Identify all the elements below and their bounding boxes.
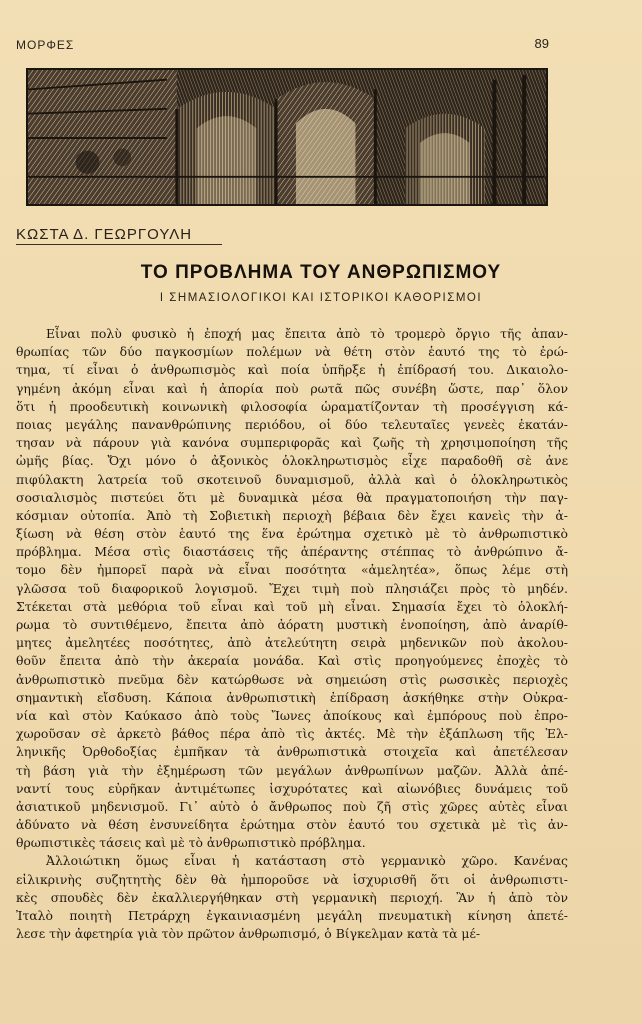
page-number: 89 xyxy=(534,36,549,51)
body-line: θρωπιστικὲς τάσεις καὶ μὲ τὸ ἀνθρωπιστικὸ πρόβλημα. xyxy=(16,835,366,851)
body-line: θοῦν ἔπειτα ἀπὸ τὴν ἀκεραία μονάδα. Καὶ στὶς προηγούμενες ἐποχὲς τὸ xyxy=(16,653,568,669)
body-line: ρωμα τὸ συντιθέμενο, ἔπειτα ἀπὸ ἀόρατη μυστικὴ ἑνοποίηση, ἀπὸ ἀναρίθ- xyxy=(16,617,568,632)
body-line: κὲς σπουδὲς δὲν ἐκαλλιεργήθηκαν στὴ γερμανικὴ περιοχή. Ἂν ἡ ἀπὸ τὸν xyxy=(16,889,568,905)
body-line: τομο δὲν ἠμπορεῖ παρὰ νὰ εἶναι ποσότητα «ἀμελητέα», ὅπως λέμε στὴ xyxy=(16,562,568,578)
body-line: ποιας μεγάλης πανανθρώπινης περιόδου, οἱ δύο τελευταῖες γενεὲς ἐκατάν- xyxy=(16,416,568,432)
body-line: ναντί τους εὐρῆκαν ἀντιμέτωπες ἰσχυρότατες καὶ αἰωνόβιες δυνάμεις τοῦ xyxy=(16,780,568,796)
body-line: ξίωση νὰ θέση στὸν ἑαυτό της ἕνα ἐρώτημα σχετικὸ μὲ τὸ ἀνθρωπιστικὸ xyxy=(16,526,568,542)
body-line: ἀσιατικοῦ μηδενισμοῦ. Γι᾿ αὐτὸ ὁ ἄνθρωπος ποὺ ζῆ στὶς χῶρες αὐτὲς εἶναι xyxy=(16,798,568,814)
body-line: κόσμιαν οὐτοπία. Ἀπὸ τὴ Σοβιετικὴ περιοχὴ βέβαια δὲν ἔχει κανεὶς τὴν ἀ- xyxy=(16,507,568,523)
body-line: ληνικῆς Ὀρθοδοξίας ἐμπῆκαν τὰ ἀνθρωπιστικὰ στοιχεῖα καὶ ἀπετέλεσαν xyxy=(16,744,568,760)
body-line: Ἰταλὸ ποιητὴ Πετράρχη ἐγκαινιασμένη μεγάλη πνευματικὴ κίνηση ἀπετέ- xyxy=(16,908,568,923)
body-line: τὴ βάση γιὰ τὴν ἐξημέρωση τῶν μεγάλων ἀνθρωπίνων μαζῶν. Ἀλλὰ ἀπέ- xyxy=(16,762,568,778)
body-line: τημα, τί εἶναι ὁ ἀνθρωπισμὸς καὶ ποία ὑπῆρξε ἡ ἐπίδρασή του. Δικαιολο- xyxy=(16,362,568,378)
body-line: γλῶσσα τοῦ διαφορικοῦ λογισμοῦ. Ἔχει τιμὴ ποὺ πλησιάζει πρὸς τὸ μηδέν. xyxy=(16,580,568,596)
article-subtitle: Ι ΣΗΜΑΣΙΟΛΟΓΙΚΟΙ ΚΑΙ ΙΣΤΟΡΙΚΟΙ ΚΑΘΟΡΙΣΜΟΙ xyxy=(159,292,483,304)
body-line: εἰλικρινὴς συζητητὴς δὲν θὰ ἠμποροῦσε νὰ ἰσχυρισθῆ ὅτι οἱ ἀνθρωπιστι- xyxy=(16,871,568,887)
body-line: Στέκεται στὰ μεθόρια τοῦ εἶναι καὶ τοῦ μὴ εἶναι. Σημασία ἔχει τὸ ὁλοκλή- xyxy=(16,598,568,614)
article-body xyxy=(16,325,568,943)
article-title: ΤΟ ΠΡΟΒΛΗΜΑ ΤΟΥ ΑΝΘΡΩΠΙΣΜΟΥ xyxy=(140,262,502,283)
header-illustration xyxy=(26,68,548,206)
body-line: Ἀλλοιώτικη ὅμως εἶναι ἡ κατάσταση στὸ γερμανικὸ χῶρο. Κανένας xyxy=(46,853,568,869)
body-line: ἀδύνατο νὰ θέση ἐνσυνείδητα ἐρώτημα στὸν ἑαυτό του σχετικὰ μὲ τὶς ἀν- xyxy=(16,817,568,833)
body-line: Εἶναι πολὺ φυσικὸ ἡ ἐποχή μας ἔπειτα ἀπὸ τὸ τρομερὸ ὄργιο τῆς ἀπαν- xyxy=(46,326,568,341)
body-line: τησαν νὰ πάρουν γιὰ κανόνα συμπεριφορᾶς καὶ ζωῆς τὴ χρησιμοποίηση τῆς xyxy=(16,435,568,451)
engraving-image xyxy=(28,70,546,204)
author-underline xyxy=(16,244,222,245)
body-line: νία καὶ στὸν Καύκασο ἀπὸ τοὺς Ἴωνες ἀποίκους καὶ ἐμπόρους ποὺ ἐπρο- xyxy=(16,707,568,723)
body-line: σοσιαλισμὸς πιστεύει ὅτι μὲ δυναμικὰ μέσα θὰ πραγματοποιήση τὴν παγ- xyxy=(16,489,568,505)
running-head: ΜΟΡΦΕΣ xyxy=(16,38,75,52)
body-line: πρόβλημα. Μέσα στὶς διαστάσεις τῆς ἀπέραντης στέππας τὸ ἀνθρώπινο ἄ- xyxy=(16,544,568,560)
article-author: ΚΩΣΤΑ Δ. ΓΕΩΡΓΟΥΛΗ xyxy=(16,226,193,243)
body-line: χωροῦσαν σὲ ἀρκετὸ βάθος πέρα ἀπὸ τὶς ἀκτές. Μὲ τὴν ἐξάπλωση τῆς Ἑλ- xyxy=(16,726,568,742)
body-line: μητες ἀμελητέες ποσότητες, ἀπὸ ἀτελεύτητη σειρὰ μηδενικῶν ποὺ ἀκολου- xyxy=(16,635,568,651)
body-line: σημαντικὴ εἴσδυση. Κάποια ἀνθρωπιστικὴ ἐπίδραση ἀσκήθηκε στὴν Οὐκρα- xyxy=(16,689,568,705)
body-line: γημένη ἀκόμη εἶναι καὶ ἡ ἀπορία ποὺ ρωτᾶ πῶς συνέβη ὥστε, παρ᾿ ὅλον xyxy=(16,380,568,396)
body-line: θρωπίας τῶν δύο παγκοσμίων πολέμων νὰ θέτη στὸν ἑαυτό της τὸ ἐρώ- xyxy=(16,344,568,360)
body-line: λεσε τὴν ἀφετηρία γιὰ τὸν πρῶτον ἀνθρωπισμό, ὁ Βίγκελμαν κατὰ τὰ μέ- xyxy=(16,926,481,942)
body-line: ὅτι ἡ προοδευτικὴ κοινωνικὴ φιλοσοφία ὡραματίζονταν τὴ προσέγγιση κά- xyxy=(16,398,568,414)
body-line: ὠμῆς βίας. Ὄχι μόνο ὁ ἀξονικὸς ὁλοκληρωτισμὸς εἶχε παραδοθῆ σὲ ἀνε xyxy=(16,453,568,469)
body-line: πιφύλακτη λατρεία τοῦ σκοτεινοῦ δυναμισμοῦ, ἀλλὰ καὶ ὁ ὁλοκληρωτικὸς xyxy=(16,471,568,487)
body-line: ἀνθρωπιστικὸ πνεῦμα δὲν κατώρθωσε νὰ σημειώση στὶς ρωσσικὲς περιοχὲς xyxy=(16,671,568,687)
